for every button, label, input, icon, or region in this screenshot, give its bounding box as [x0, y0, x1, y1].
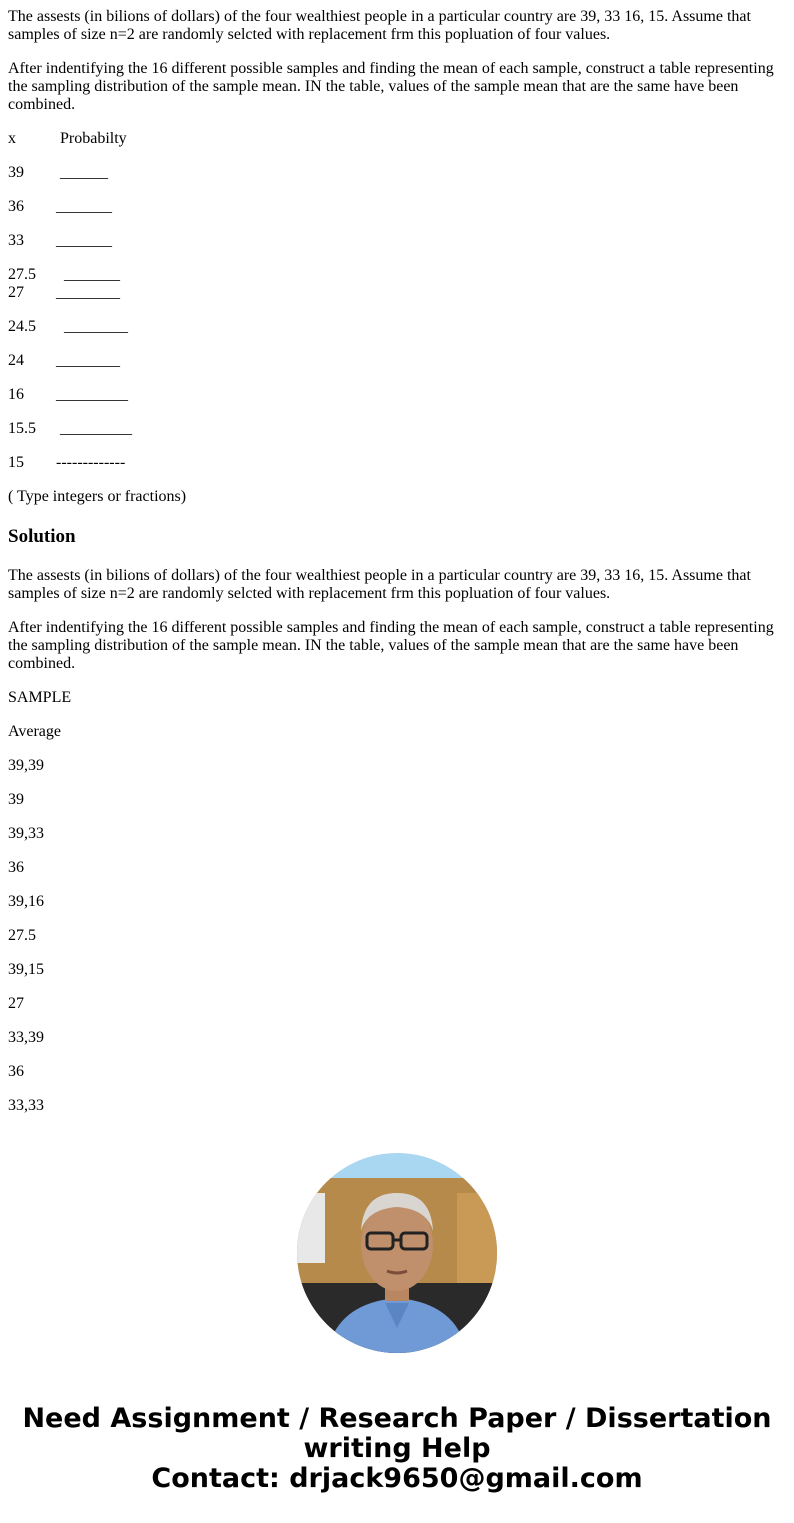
- table-header-x: x: [8, 130, 16, 147]
- solution-line: SAMPLE: [8, 689, 72, 706]
- solution-line: 27: [8, 995, 24, 1012]
- table-row-gap: [56, 318, 64, 335]
- table-row-x: 27.5: [8, 266, 36, 283]
- table-row: [8, 386, 786, 404]
- solution-line: 39,15: [8, 961, 44, 978]
- table-row-gap: [56, 266, 64, 283]
- table-row: [8, 284, 786, 302]
- table-row-blank: ________: [56, 352, 120, 369]
- table-row-blank: -------------: [56, 454, 126, 471]
- avatar-portrait-image: [297, 1153, 497, 1353]
- table-row: [8, 232, 786, 250]
- table-row-blank: _________: [56, 386, 128, 403]
- question-paragraph-2: After indentifying the 16 different possible samples and finding the mean of each sample, construct a table representing the sampling distribution of the sample mean. IN the table, values of the sample mean that are the same have been combined.: [8, 60, 774, 113]
- table-row-x: 24.5: [8, 318, 36, 335]
- table-header: [8, 130, 786, 148]
- question-paragraph-1: The assests (in bilions of dollars) of the four wealthiest people in a particular country are 39, 33 16, 15. Assume that samples of size n=2 are randomly selcted with replacement frm this popluation of four values.: [8, 8, 751, 43]
- table-row-gap: [44, 454, 56, 471]
- solution-paragraph-2: After indentifying the 16 different possible samples and finding the mean of each sample, construct a table representing the sampling distribution of the sample mean. IN the table, values of the sample mean that are the same have been combined.: [8, 619, 774, 672]
- table-row-blank: _______: [56, 198, 112, 215]
- table-row-blank: _______: [64, 266, 120, 283]
- table-row: [8, 352, 786, 370]
- footer-line-2: writing Help: [303, 1433, 491, 1464]
- table-row-gap: [44, 386, 56, 403]
- table-row-gap: [44, 284, 56, 301]
- solution-sample-list: [8, 689, 786, 1115]
- footer-banner: [0, 1404, 794, 1494]
- table-row-x: 27: [8, 284, 24, 301]
- table-row-gap: [44, 232, 56, 249]
- table-row: [8, 266, 786, 284]
- table-row-x: 24: [8, 352, 24, 369]
- solution-line: 36: [8, 859, 24, 876]
- footer-contact: Contact: drjack9650@gmail.com: [151, 1463, 643, 1494]
- table-row-gap: [44, 198, 56, 215]
- footer-line-1: Need Assignment / Research Paper / Dissertation: [22, 1403, 772, 1434]
- table-row-blank: _______: [56, 232, 112, 249]
- solution-line: 39,33: [8, 825, 44, 842]
- question-note: ( Type integers or fractions): [8, 488, 187, 505]
- table-row: [8, 420, 786, 438]
- probability-table: [8, 164, 786, 472]
- table-row-blank: ________: [64, 318, 128, 335]
- table-row-blank: _________: [60, 420, 132, 437]
- table-row-x: 15.5: [8, 420, 36, 437]
- table-row-x: 39: [8, 164, 24, 181]
- table-row-gap: [44, 164, 60, 181]
- author-avatar: [297, 1153, 497, 1353]
- solution-heading: Solution: [8, 526, 76, 547]
- solution-line: 27.5: [8, 927, 36, 944]
- table-row: [8, 164, 786, 182]
- solution-line: 39,16: [8, 893, 44, 910]
- table-row-x: 15: [8, 454, 24, 471]
- table-row-gap: [44, 352, 56, 369]
- solution-paragraph-1: The assests (in bilions of dollars) of the four wealthiest people in a particular country are 39, 33 16, 15. Assume that samples of size n=2 are randomly selcted with replacement frm this popluation of four values.: [8, 567, 751, 602]
- table-row-x: 36: [8, 198, 24, 215]
- table-header-probability: Probabilty: [60, 130, 127, 147]
- solution-line: 33,39: [8, 1029, 44, 1046]
- solution-line: 33,33: [8, 1097, 44, 1114]
- table-row: [8, 198, 786, 216]
- solution-line: 39,39: [8, 757, 44, 774]
- table-row: [8, 318, 786, 336]
- table-row: [8, 454, 786, 472]
- solution-line: 36: [8, 1063, 24, 1080]
- solution-line: 39: [8, 791, 24, 808]
- table-row-blank: ______: [60, 164, 108, 181]
- table-row-blank: ________: [56, 284, 120, 301]
- table-row-x: 33: [8, 232, 24, 249]
- table-row-x: 16: [8, 386, 24, 403]
- solution-line: Average: [8, 723, 61, 740]
